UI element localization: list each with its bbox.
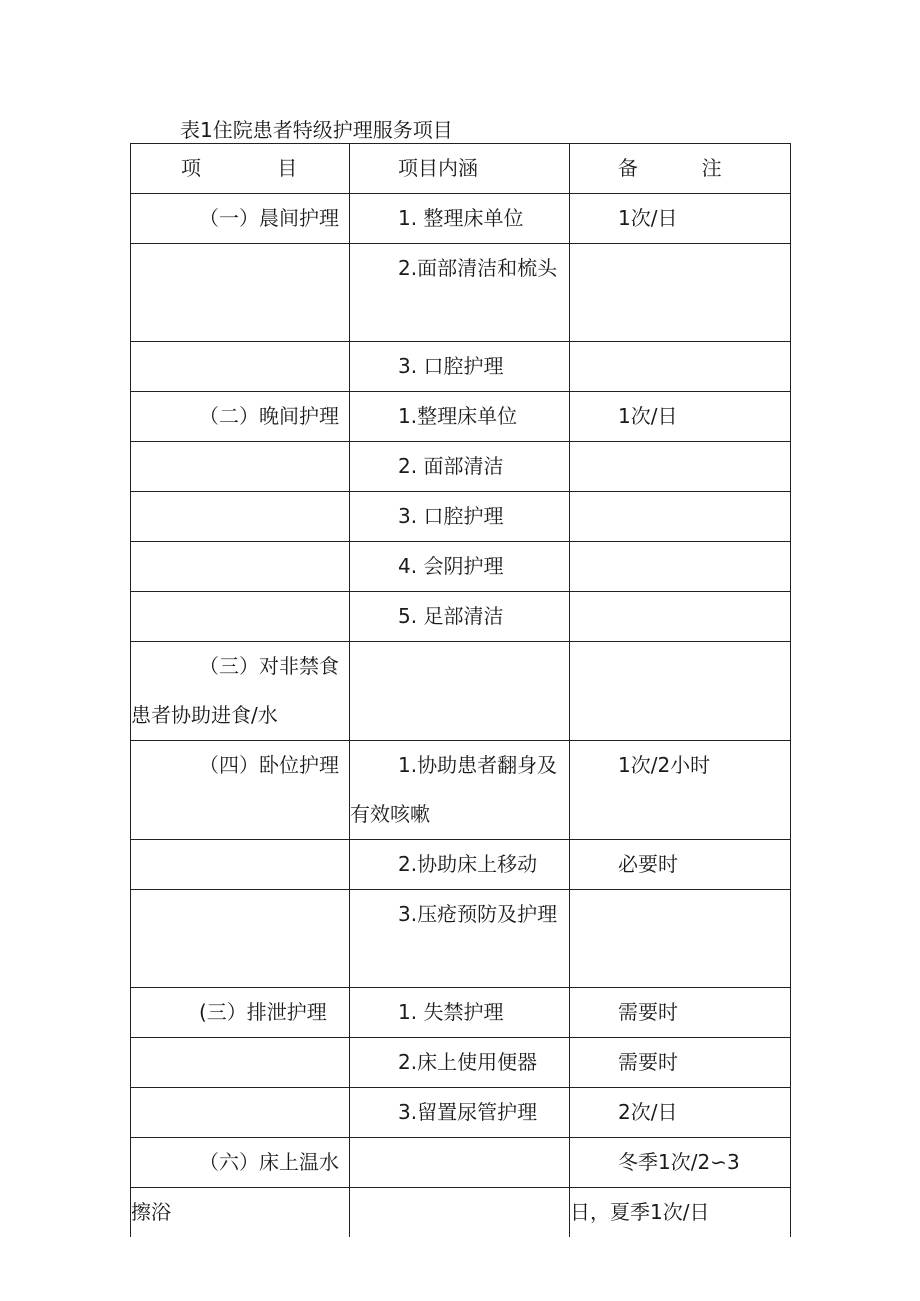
content-cell: 1. 整理床单位 xyxy=(350,194,570,244)
item-cell: 擦浴 xyxy=(131,1188,350,1238)
table-row xyxy=(131,244,791,342)
note-cell xyxy=(570,492,791,542)
table-row xyxy=(131,194,791,244)
table-row xyxy=(131,642,791,741)
note-cell: 1次/日 xyxy=(570,194,791,244)
content-cell: 3. 口腔护理 xyxy=(350,342,570,392)
note-cell: 日，夏季1次/日 xyxy=(570,1188,791,1238)
table-row xyxy=(131,1088,791,1138)
item-cell: （四）卧位护理 xyxy=(131,741,350,840)
content-cell: 5. 足部清洁 xyxy=(350,592,570,642)
content-cell: 2.面部清洁和梳头 xyxy=(350,244,570,342)
header-item: 项 目 xyxy=(131,144,350,194)
item-cell: （一）晨间护理 xyxy=(131,194,350,244)
note-cell: 2次/日 xyxy=(570,1088,791,1138)
item-cell xyxy=(131,244,350,342)
note-cell xyxy=(570,542,791,592)
item-cell: （六）床上温水 xyxy=(131,1138,350,1188)
item-cell xyxy=(131,890,350,988)
item-cell xyxy=(131,592,350,642)
table-row xyxy=(131,592,791,642)
note-cell xyxy=(570,890,791,988)
table-row xyxy=(131,542,791,592)
header-content: 项目内涵 xyxy=(350,144,570,194)
note-cell xyxy=(570,442,791,492)
table-row xyxy=(131,988,791,1038)
note-cell xyxy=(570,642,791,741)
content-cell xyxy=(350,642,570,741)
note-cell xyxy=(570,592,791,642)
content-cell: 2.床上使用便器 xyxy=(350,1038,570,1088)
content-cell: 1. 失禁护理 xyxy=(350,988,570,1038)
item-cell xyxy=(131,442,350,492)
note-cell: 冬季1次/2∽3 xyxy=(570,1138,791,1188)
table-row xyxy=(131,1038,791,1088)
table-header-row xyxy=(131,144,791,194)
table-row xyxy=(131,392,791,442)
note-cell: 需要时 xyxy=(570,1038,791,1088)
item-cell: （二）晚间护理 xyxy=(131,392,350,442)
page-title: 表1住院患者特级护理服务项目 xyxy=(180,118,453,142)
note-cell: 必要时 xyxy=(570,840,791,890)
content-cell xyxy=(350,1138,570,1188)
table-row xyxy=(131,840,791,890)
table-row xyxy=(131,442,791,492)
content-cell: 3.留置尿管护理 xyxy=(350,1088,570,1138)
table-row xyxy=(131,741,791,840)
table-row xyxy=(131,890,791,988)
note-cell: 1次/2小时 xyxy=(570,741,791,840)
content-cell: 2. 面部清洁 xyxy=(350,442,570,492)
content-cell: 4. 会阴护理 xyxy=(350,542,570,592)
note-cell: 需要时 xyxy=(570,988,791,1038)
table-row xyxy=(131,492,791,542)
content-cell xyxy=(350,1188,570,1238)
content-cell: 1.整理床单位 xyxy=(350,392,570,442)
item-cell xyxy=(131,840,350,890)
table-row xyxy=(131,1138,791,1188)
content-cell: 2.协助床上移动 xyxy=(350,840,570,890)
item-cell xyxy=(131,492,350,542)
header-note: 备 注 xyxy=(570,144,791,194)
item-cell: (三）排泄护理 xyxy=(131,988,350,1038)
note-cell xyxy=(570,342,791,392)
table-row xyxy=(131,1188,791,1238)
content-cell: 3. 口腔护理 xyxy=(350,492,570,542)
item-cell xyxy=(131,542,350,592)
item-cell xyxy=(131,1088,350,1138)
item-cell xyxy=(131,342,350,392)
content-cell: 1.协助患者翻身及有效咳嗽 xyxy=(350,741,570,840)
content-cell: 3.压疮预防及护理 xyxy=(350,890,570,988)
nursing-services-table xyxy=(130,143,791,1237)
note-cell: 1次/日 xyxy=(570,392,791,442)
note-cell xyxy=(570,244,791,342)
item-cell xyxy=(131,1038,350,1088)
table-row xyxy=(131,342,791,392)
item-cell: （三）对非禁食患者协助进食/水 xyxy=(131,642,350,741)
